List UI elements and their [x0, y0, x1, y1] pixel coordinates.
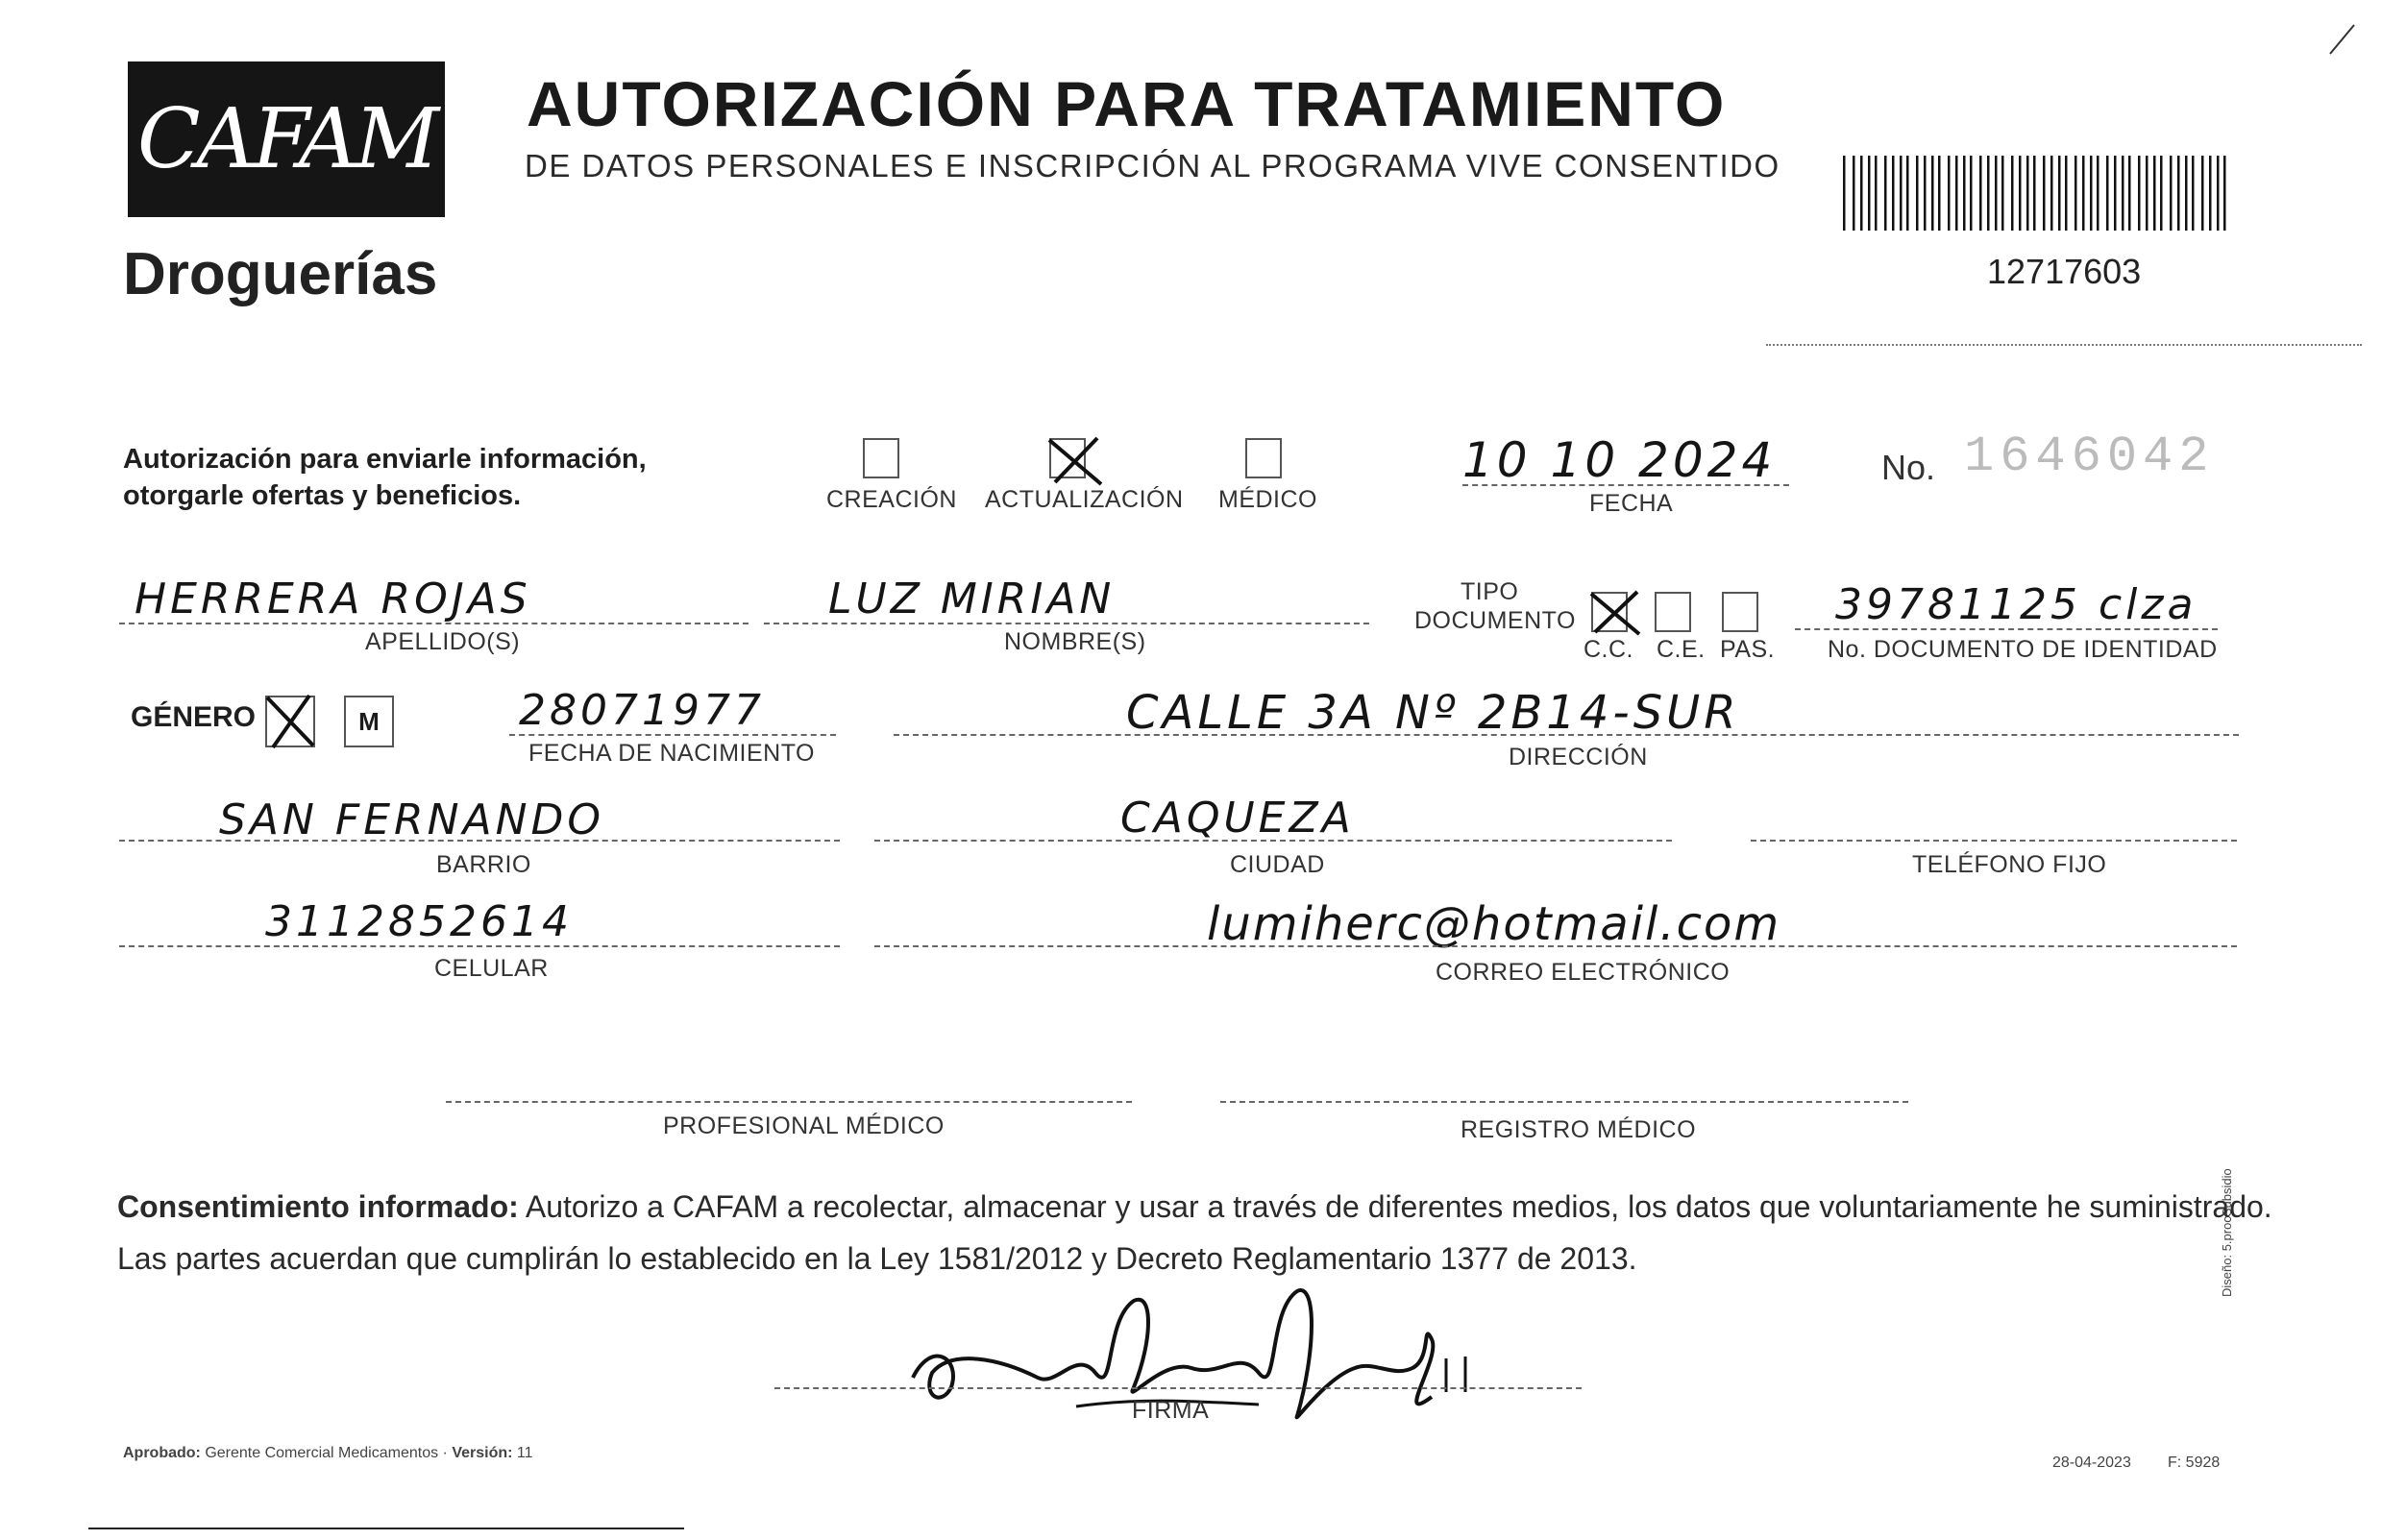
ciudad-value: CAQUEZA [1120, 794, 1355, 843]
logo-subtitle: Droguerías [123, 241, 438, 307]
barcode-bar [2001, 156, 2004, 231]
barrio-label: BARRIO [436, 851, 531, 878]
documento-label: DOCUMENTO [1414, 607, 1576, 634]
barcode-bar [1860, 156, 1863, 231]
barcode-bar [2185, 156, 2188, 231]
telefono-label: TELÉFONO FIJO [1912, 851, 2107, 878]
birth-line [509, 734, 836, 736]
genero-m-label: M [358, 706, 380, 736]
barrio-line [119, 840, 840, 842]
barcode-bar [2177, 156, 2180, 231]
genero-label: GÉNERO [131, 701, 257, 733]
barcode-bar [2082, 156, 2085, 231]
ce-checkbox[interactable] [1655, 592, 1691, 632]
fecha-line [1462, 484, 1789, 486]
nombres-line [764, 623, 1369, 624]
barcode-bar [2170, 156, 2173, 231]
barcode-bar [2146, 156, 2148, 231]
documento-number-label: No. DOCUMENTO DE IDENTIDAD [1828, 636, 2218, 663]
celular-value: 3112852614 [265, 897, 573, 946]
barcode-bar [2058, 156, 2061, 231]
registro-line [1220, 1101, 1908, 1103]
email-value: lumiherc@hotmail.com [1207, 897, 1781, 951]
footer-date: 28-04-2023 [2052, 1454, 2131, 1471]
side-text: Diseño: 5.procSubsidio [2220, 1168, 2234, 1297]
creacion-checkbox[interactable] [863, 438, 899, 478]
barcode-bar [2114, 156, 2117, 231]
check-x-icon [1585, 584, 1647, 642]
auth-text-line1: Autorización para enviarle información, [123, 444, 647, 475]
auth-text-line2: otorgarle ofertas y beneficios. [123, 480, 522, 511]
barcode-bar [1924, 156, 1927, 231]
barcode-bar [2160, 156, 2163, 231]
barcode-bar [1884, 156, 1887, 231]
barcode-bar [1892, 156, 1895, 231]
barcode-number: 12717603 [1987, 252, 2142, 291]
check-x-icon [1042, 432, 1109, 490]
barcode-bar [1916, 156, 1919, 231]
firma-line [774, 1387, 1582, 1389]
email-line [874, 945, 2237, 947]
barcode-bar [1906, 156, 1909, 231]
barcode-bar [2050, 156, 2053, 231]
barcode-bar [2090, 156, 2093, 231]
fecha-label: FECHA [1589, 490, 1674, 517]
document-subtitle: DE DATOS PERSONALES E INSCRIPCIÓN AL PROGRAMA VIVE CONSENTIDO [525, 148, 1780, 183]
barcode-bar [1995, 156, 1998, 231]
barcode-bar [1938, 156, 1941, 231]
barcode [1843, 156, 2227, 231]
aprobado-label: Aprobado: [123, 1445, 201, 1461]
barcode-bar [1979, 156, 1982, 231]
barcode-bar [2201, 156, 2204, 231]
bottom-rule [88, 1528, 684, 1529]
apellidos-value: HERRERA ROJAS [135, 574, 531, 623]
cc-checkbox[interactable] [1591, 592, 1628, 632]
barcode-bar [2192, 156, 2195, 231]
aprobado-value: Gerente Comercial Medicamentos [205, 1445, 439, 1461]
birth-label: FECHA DE NACIMIENTO [528, 740, 815, 767]
version-label: Versión: [452, 1445, 513, 1461]
footer-approval: Aprobado: Gerente Comercial Medicamentos · Versión: 11 [123, 1445, 533, 1461]
barcode-bar [1868, 156, 1871, 231]
barcode-bar [1843, 156, 1846, 231]
genero-m-checkbox[interactable] [344, 696, 394, 747]
barcode-bar [2097, 156, 2099, 231]
ciudad-line [874, 840, 1672, 842]
ciudad-label: CIUDAD [1230, 851, 1325, 878]
barcode-bar [2043, 156, 2046, 231]
barcode-bar [2217, 156, 2220, 231]
address-value: CALLE 3A Nº 2B14-SUR [1126, 686, 1740, 740]
barcode-bar [1970, 156, 1973, 231]
documento-value: 39781125 clza [1835, 580, 2197, 629]
header-dotted-line [1766, 344, 2362, 346]
barcode-bar [1900, 156, 1903, 231]
actualizacion-checkbox[interactable] [1049, 438, 1086, 478]
cafam-logo [128, 61, 445, 217]
address-label: DIRECCIÓN [1509, 744, 1648, 770]
cc-label: C.C. [1584, 636, 1633, 663]
no-value: 1646042 [1964, 428, 2215, 485]
barcode-bar [1987, 156, 1990, 231]
barcode-bar [2223, 156, 2226, 231]
address-line [894, 734, 2239, 736]
firma-label: FIRMA [1132, 1397, 1210, 1424]
barcode-bar [2019, 156, 2022, 231]
barcode-bar [1875, 156, 1878, 231]
barcode-bar [2026, 156, 2029, 231]
barcode-bar [2209, 156, 2212, 231]
barcode-bar [2128, 156, 2131, 231]
pas-checkbox[interactable] [1722, 592, 1758, 632]
registro-label: REGISTRO MÉDICO [1461, 1116, 1697, 1143]
check-x-icon [261, 690, 323, 753]
consent-text2: Las partes acuerdan que cumplirán lo establecido en la Ley 1581/2012 y Decreto Reglamentario 1377 de 2013. [117, 1241, 1637, 1276]
apellidos-line [119, 623, 749, 624]
genero-f-checkbox[interactable] [265, 696, 315, 747]
celular-label: CELULAR [434, 955, 549, 982]
tipo-label: TIPO [1461, 578, 1519, 605]
telefono-line [1751, 840, 2237, 842]
profesional-label: PROFESIONAL MÉDICO [663, 1112, 945, 1139]
barcode-bar [2106, 156, 2109, 231]
barcode-bar [1955, 156, 1958, 231]
medico-checkbox[interactable] [1245, 438, 1282, 478]
email-label: CORREO ELECTRÓNICO [1436, 959, 1731, 986]
consent-line1 [117, 1189, 2272, 1225]
actualizacion-label: ACTUALIZACIÓN [985, 486, 1184, 513]
pas-label: PAS. [1720, 636, 1776, 663]
creacion-label: CREACIÓN [826, 486, 957, 513]
profesional-line [446, 1101, 1132, 1103]
barcode-bar [2011, 156, 2014, 231]
scan-mark [2325, 19, 2364, 58]
consent-title: Consentimiento informado: [117, 1189, 519, 1224]
barcode-bar [2138, 156, 2141, 231]
version-value: 11 [516, 1445, 533, 1461]
medico-label: MÉDICO [1218, 486, 1317, 513]
celular-line [119, 945, 840, 947]
barrio-value: SAN FERNANDO [219, 795, 605, 844]
barcode-bar [2065, 156, 2068, 231]
barcode-bar [2122, 156, 2124, 231]
footer-form-code: F: 5928 [2168, 1454, 2221, 1471]
ce-label: C.E. [1657, 636, 1706, 663]
nombres-value: LUZ MIRIAN [828, 574, 1116, 623]
barcode-bar [1931, 156, 1934, 231]
barcode-bar [2033, 156, 2036, 231]
birth-value: 28071977 [519, 686, 765, 735]
no-label: No. [1881, 448, 1936, 487]
barcode-bar [1948, 156, 1951, 231]
barcode-bar [2153, 156, 2156, 231]
consent-text1: Autorizo a CAFAM a recolectar, almacenar y usar a través de diferentes medios, los datos que voluntariamente he suministrado. [518, 1189, 2272, 1224]
fecha-value: 10 10 2024 [1462, 432, 1777, 488]
barcode-bar [2075, 156, 2077, 231]
nombres-label: NOMBRE(S) [1004, 628, 1146, 655]
logo-text: CAFAM [136, 91, 436, 187]
barcode-bar [1853, 156, 1855, 231]
apellidos-label: APELLIDO(S) [365, 628, 521, 655]
barcode-bar [1963, 156, 1966, 231]
documento-line [1795, 628, 2218, 630]
document-title: AUTORIZACIÓN PARA TRATAMIENTO [527, 68, 1727, 139]
